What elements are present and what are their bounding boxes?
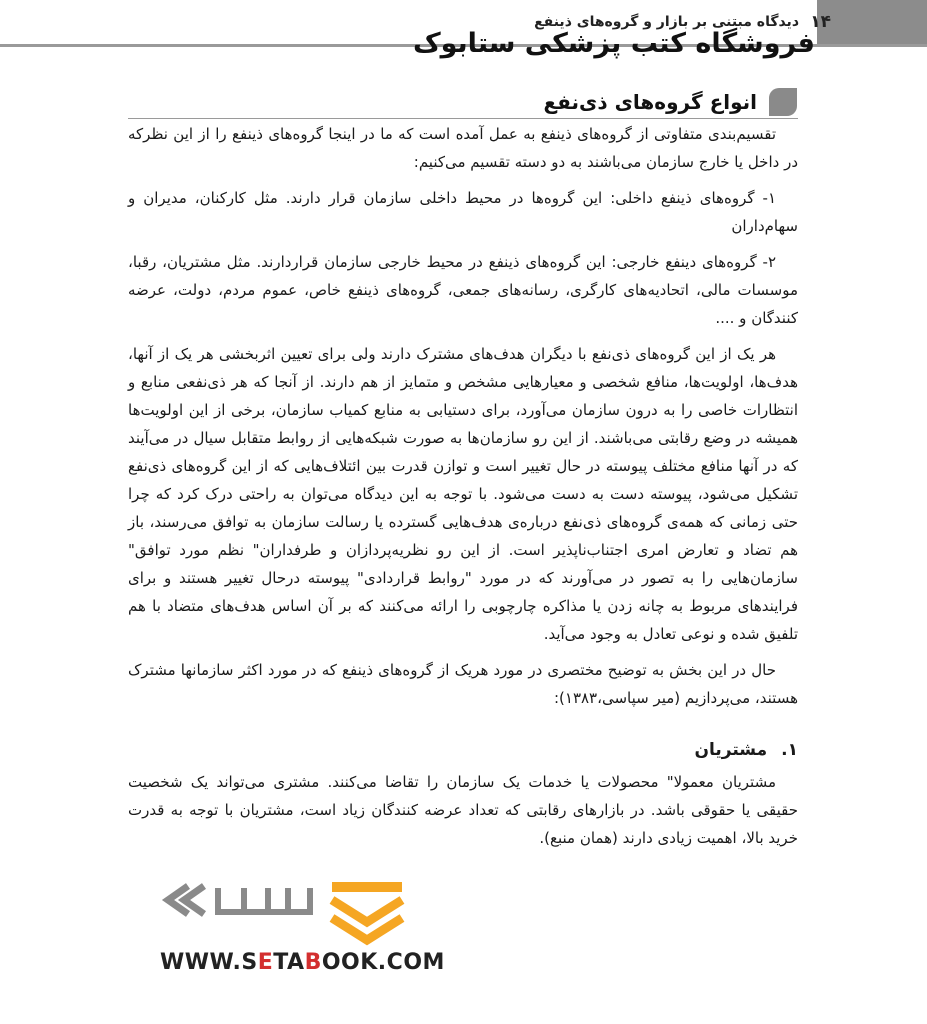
logo-letters (218, 888, 310, 912)
section-title: انواع گروه‌های ذی‌نفع (543, 90, 757, 114)
header-gray-block (817, 0, 927, 44)
paragraph: هر یک از این گروه‌های ذی‌نفع با دیگران هدف‌های مشترک دارند ولی برای تعیین اثربخشی هر یک از آنها، هدف‌ها، اولویت‌ها، منافع شخصی و معیارهایی مشخص و متمایز از هم دارند. از آنجا که هر ذی‌نفعی منابع و انتظارات خاصی را به درون سازمان می‌آورد، برای دستیابی به منابع کمیاب سازمان، برخی از این اولویت‌ها همیشه در وضع رقابتی می‌باشند. از این رو سازمان‌ها به صورت شبکه‌هایی از روابط متقابل سیال در می‌آیند که در آنها منافع مختلف پیوسته در حال تغییر است و توازن قدرت بین ائتلاف‌هایی که از این گروه‌های ذی‌نفع تشکیل می‌شود، پیوسته دست به دست می‌شود. با توجه به این دیدگاه می‌توان به راحتی درک کرد که چرا حتی زمانی که همه‌ی گروه‌های ذی‌نفع درباره‌ی هدف‌هایی گسترده یا رسالت سازمان به توافق می‌رسند، باز هم تضاد و تعارض امری اجتناب‌ناپذیر است. از این رو نظریه‌پردازان و طرفداران" نظم مورد توافق" سازمان‌هایی را به تصور در می‌آورند که در مورد "روابط قراردادی" پیوسته درحال تغییر هستند و برای فرایندهای مربوط به چانه زدن یا مذاکره چارچوبی را ارائه می‌کنند که بر آن اساس هدف‌های متضاد با هم تلفیق شده و نوعی تعادل به وجود می‌آید. (128, 345, 798, 643)
subsection-paragraph: مشتریان معمولا" محصولات یا خدمات یک سازمان را تقاضا می‌کنند. مشتری می‌تواند یک شخصیت حقیقی یا حقوقی باشد. در بازارهای رقابتی که تعداد عرضه کنندگان زیاد است، مشتریان با توجه به قدرت خرید بالا، اهمیت زیادی دارند (همان منبع). (128, 773, 798, 847)
store-watermark-title: فروشگاه کتب پزشکی ستابوک (412, 28, 815, 59)
subsection-number: ۱. (781, 740, 798, 760)
subsection-heading (128, 736, 798, 764)
logo-book-chevron (332, 900, 402, 922)
section-heading (543, 86, 797, 118)
logo-letters (244, 888, 288, 912)
paragraph-internal-stakeholders: ۱- گروه‌های ذینفع داخلی: این گروه‌ها در محیط داخلی سازمان قرار دارند. مثل کارکنان، مدیران و سهام‌داران (128, 189, 798, 235)
running-title: دیدگاه مبتنی بر بازار و گروه‌های ذینفع (534, 14, 799, 30)
paragraph: حال در این بخش به توضیح مختصری در مورد هریک از گروه‌های ذینفع که در مورد اکثر سازمانها مشترک هستند، می‌پردازیم (میر سپاسی،۱۳۸۳): (128, 661, 798, 707)
subsection-title: مشتریان (694, 740, 768, 760)
website-url: WWW.SETABOOK.COM (160, 950, 445, 975)
logo-book-top (332, 882, 402, 892)
heading-marker-icon (769, 88, 797, 116)
paragraph-external-stakeholders: ۲- گروه‌های دینفع خارجی: این گروه‌های ذینفع در محیط خارجی سازمان قراردارند. مثل مشتریان، رقبا، موسسات مالی، اتحادیه‌های کارگری، رسانه‌های جمعی، گروه‌های ذینفع خاص، عموم مردم، دولت، عرضه کنندگان و .... (128, 253, 798, 327)
page-number: ۱۴ (810, 12, 831, 32)
heading-underline (128, 118, 798, 119)
body-text (128, 120, 798, 860)
paragraph: تقسیم‌بندی متفاوتی از گروه‌های ذینفع به عمل آمده است که ما در اینجا گروه‌های ذینفع را از این نظرکه در داخل یا خارج سازمان می‌باشند به دو دسته تقسیم می‌کنیم: (128, 125, 798, 171)
